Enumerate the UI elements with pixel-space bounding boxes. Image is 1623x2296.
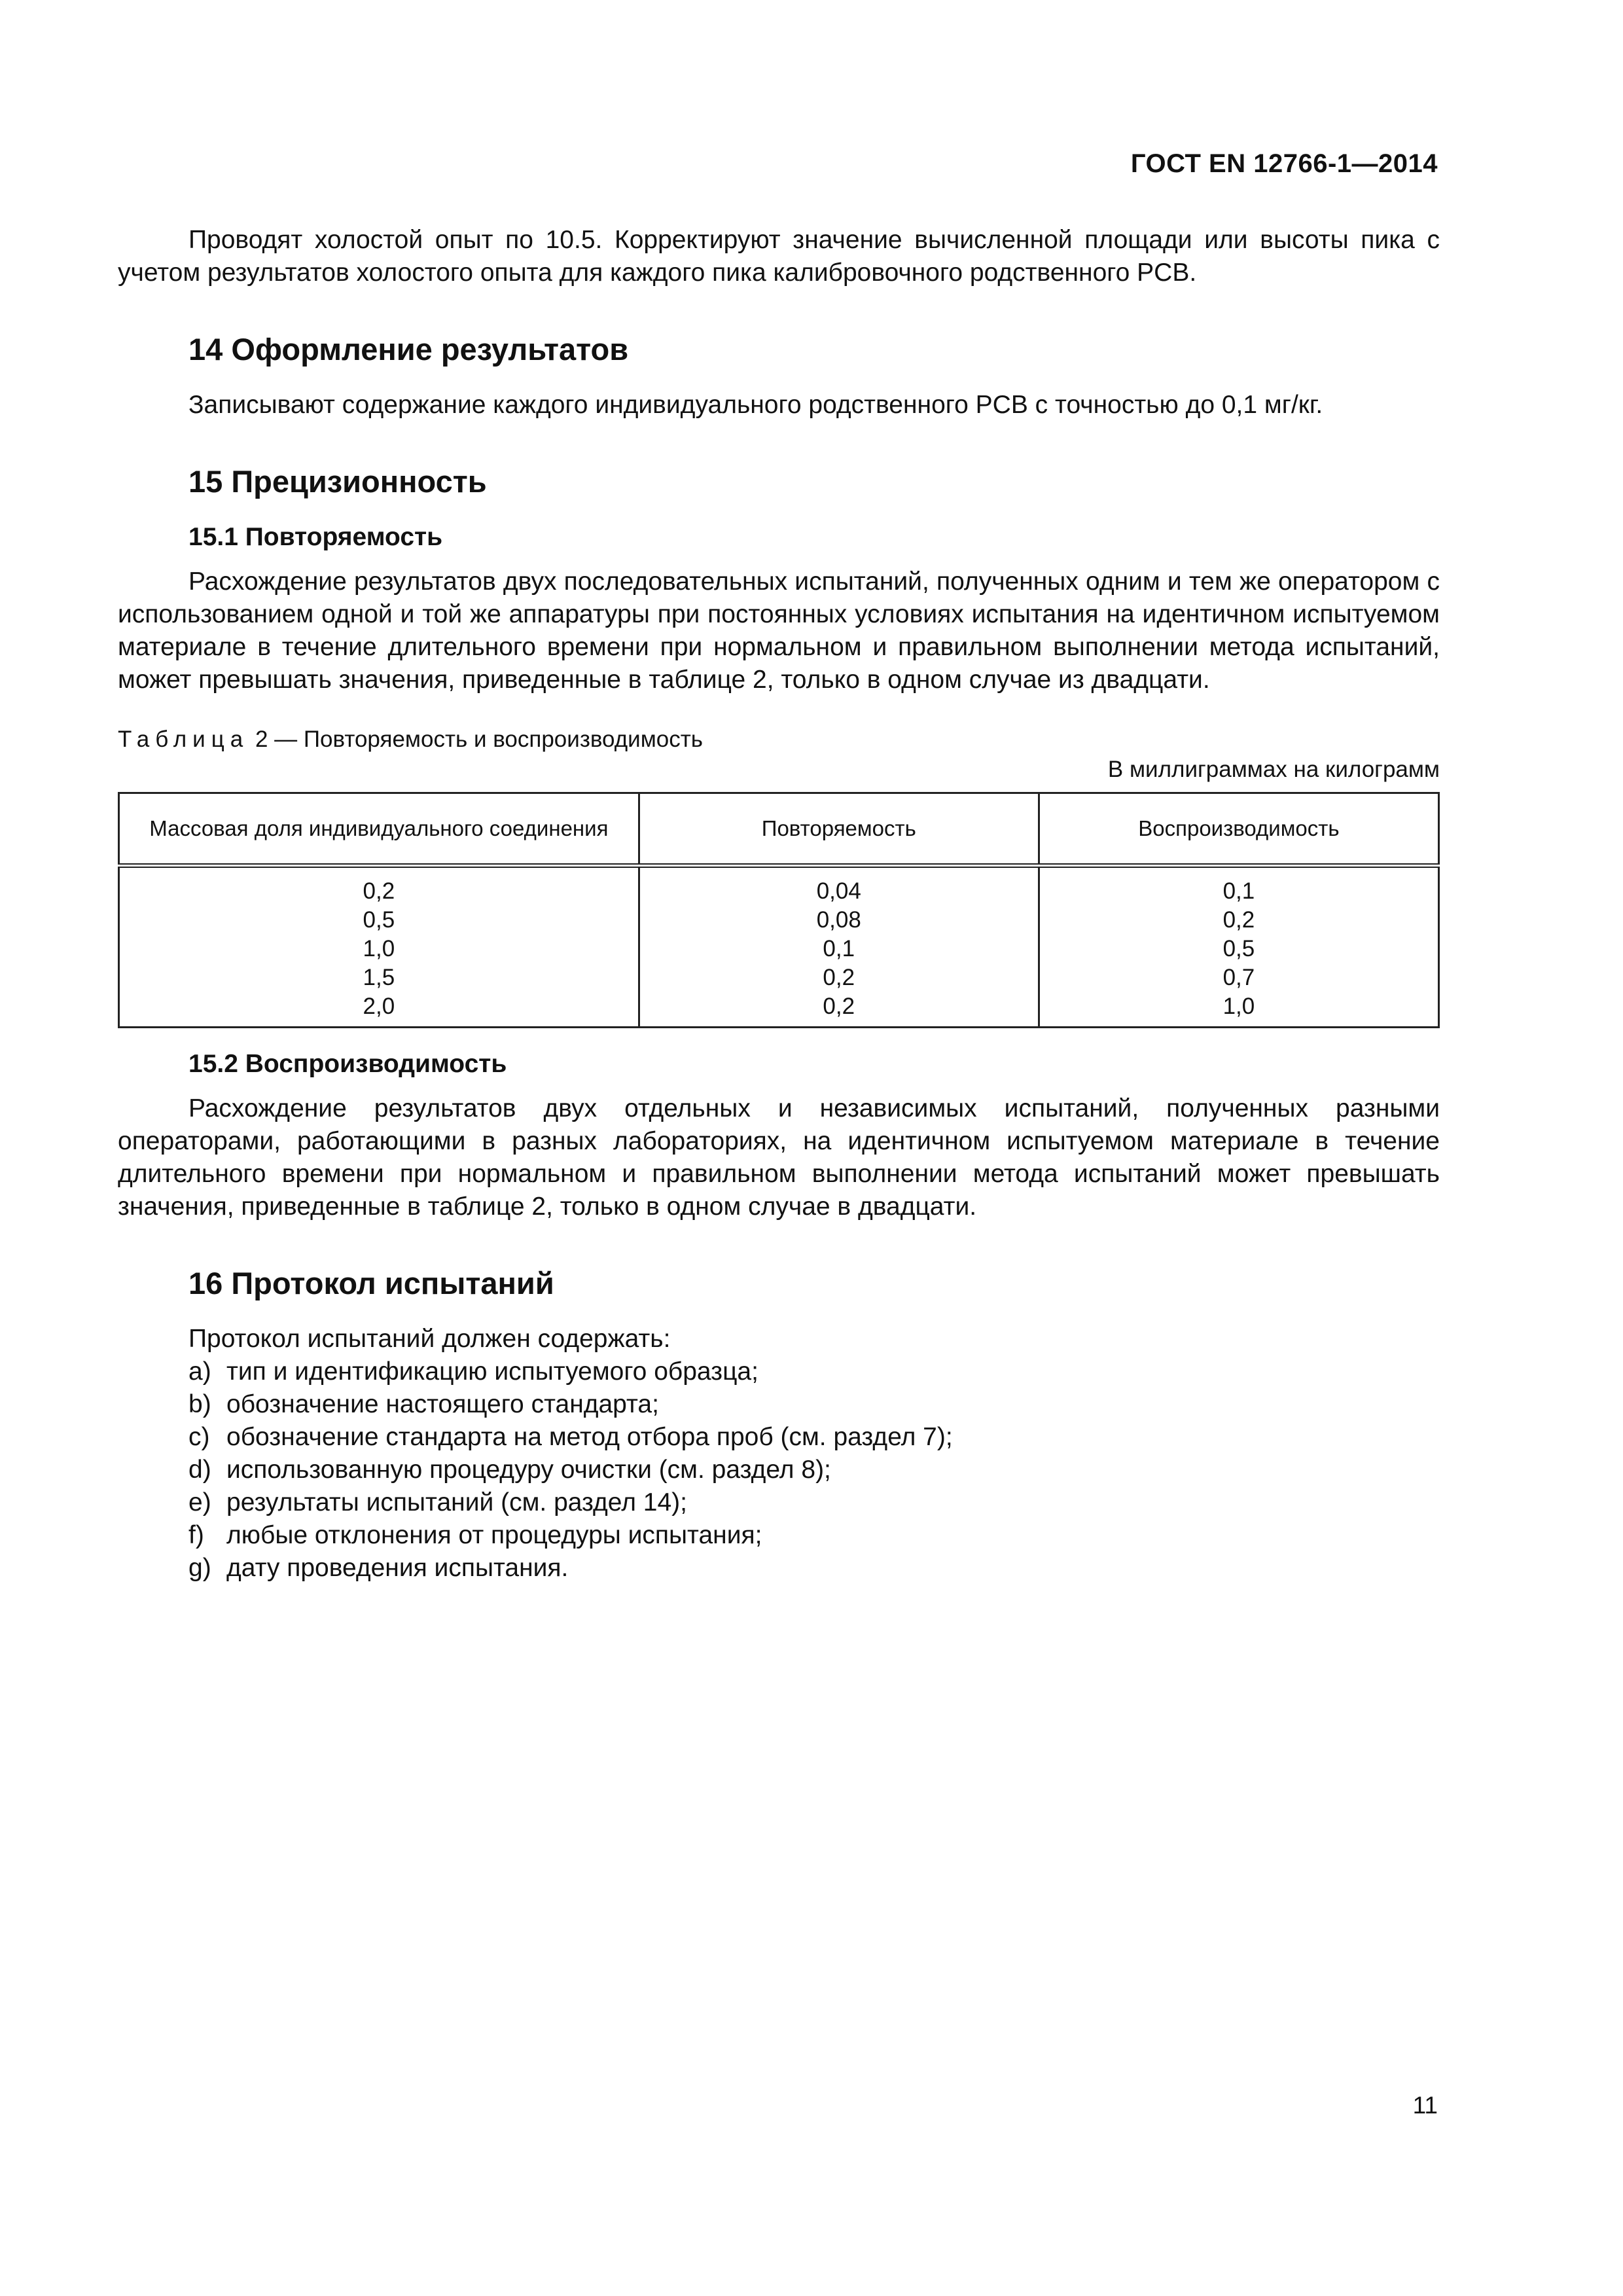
page-number: 11 <box>1412 2092 1438 2119</box>
header-reproducibility: Воспроизводимость <box>1039 793 1438 866</box>
repeatability-table <box>118 792 1440 1028</box>
table-cell: 0,7 <box>1222 965 1255 990</box>
table-units: В миллиграммах на килограмм <box>1107 757 1440 782</box>
protocol-list <box>118 1355 1440 1585</box>
table-cell: 0,1 <box>1222 878 1255 904</box>
table-cell: 0,08 <box>816 907 861 933</box>
list-item: f) любые отклонения от процедуры испытания; <box>188 1521 762 1549</box>
table-cell: 0,2 <box>823 965 855 990</box>
table-cell: 0,5 <box>363 907 395 933</box>
list-item: g) дату проведения испытания. <box>188 1554 569 1582</box>
mass-fraction-values <box>119 866 639 1028</box>
section-15-heading: 15 Прецизионность <box>188 464 487 499</box>
section-15-2-heading: 15.2 Воспроизводимость <box>188 1050 507 1078</box>
table-cell: 1,0 <box>1222 994 1255 1019</box>
table-2-block <box>118 725 1440 1028</box>
table-cell: 0,5 <box>1222 936 1255 961</box>
section-14-text: Записывают содержание каждого индивидуального родственного PCB с точностью до 0,1 мг/кг. <box>188 391 1323 419</box>
page-content <box>118 224 1440 1585</box>
header-repeatability: Повторяемость <box>639 793 1039 866</box>
list-item: e) результаты испытаний (см. раздел 14); <box>188 1488 687 1516</box>
repeatability-values <box>639 866 1039 1028</box>
table-cell: 1,5 <box>363 965 395 990</box>
table-header-row <box>119 793 1439 866</box>
list-item: c) обозначение стандарта на метод отбора проб (см. раздел 7); <box>188 1423 953 1451</box>
section-15-2-text: Расхождение результатов двух отдельных и независимых испытаний, полученных разными операторами, работающими в разных лабораториях, на идентичном испытуемом материале в течение длительного времени при нормальном и правильном выполнении метода испытаний может превышать значения, приведенные в таблице 2, только в одном случае в двадцати. <box>118 1094 1440 1221</box>
reproducibility-values <box>1039 866 1438 1028</box>
list-item: a) тип и идентификацию испытуемого образца; <box>188 1357 758 1386</box>
table-cell: 1,0 <box>363 936 395 961</box>
section-16-heading: 16 Протокол испытаний <box>188 1266 554 1300</box>
list-item: b) обозначение настоящего стандарта; <box>188 1390 659 1418</box>
section-15-1-heading: 15.1 Повторяемость <box>188 523 443 551</box>
table-cell: 0,1 <box>823 936 855 961</box>
table-cell: 0,2 <box>823 994 855 1019</box>
table-caption <box>118 725 1440 754</box>
section-16-lead: Протокол испытаний должен содержать: <box>188 1325 671 1353</box>
table-caption-word: Таблица <box>118 726 249 752</box>
table-cell: 0,04 <box>816 878 861 904</box>
standard-code-header: ГОСТ EN 12766-1—2014 <box>1130 149 1438 178</box>
list-item: d) использованную процедуру очистки (см. раздел 8); <box>188 1456 831 1484</box>
section-14-heading: 14 Оформление результатов <box>188 332 629 367</box>
intro-paragraph: Проводят холостой опыт по 10.5. Корректируют значение вычисленной площади или высоты пика с учетом результатов холостого опыта для каждого пика калибровочного родственного PCB. <box>118 226 1440 287</box>
table-cell: 0,2 <box>1222 907 1255 933</box>
section-15-1-text: Расхождение результатов двух последовательных испытаний, полученных одним и тем же оператором с использованием одной и той же аппаратуры при постоянных условиях испытания на идентичном испытуемом материале в течение длительного времени при нормальном и правильном выполнении метода испытаний, может превышать значения, приведенные в таблице 2, только в одном случае из двадцати. <box>118 567 1440 694</box>
header-mass-fraction: Массовая доля индивидуального соединения <box>119 793 639 866</box>
table-row <box>119 866 1439 1028</box>
table-cell: 0,2 <box>363 878 395 904</box>
table-cell: 2,0 <box>363 994 395 1019</box>
table-caption-title: 2 — Повторяемость и воспроизводимость <box>255 726 704 752</box>
